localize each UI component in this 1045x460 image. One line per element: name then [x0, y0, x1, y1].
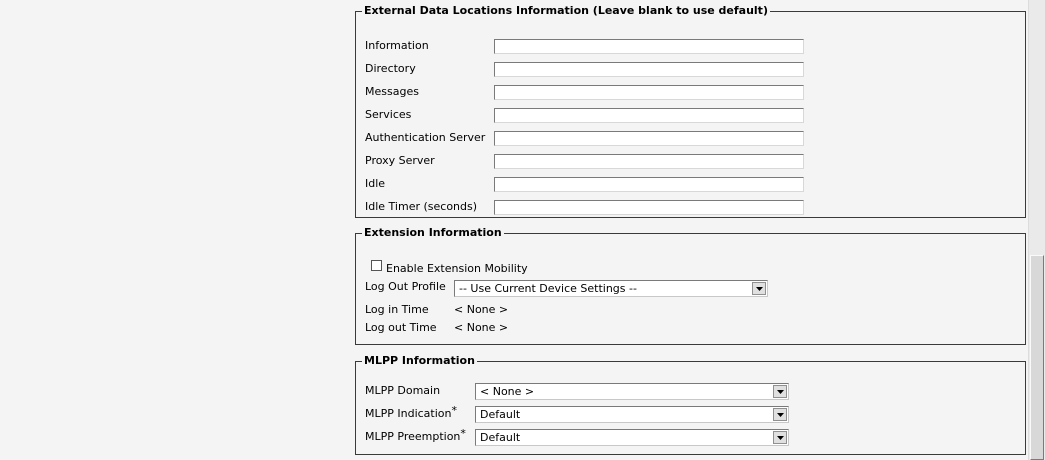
- vertical-scrollbar[interactable]: [1028, 0, 1045, 460]
- information-label: Information: [365, 39, 429, 52]
- directory-input[interactable]: [494, 62, 804, 77]
- chevron-down-icon: [773, 408, 787, 421]
- chevron-down-icon: [752, 282, 766, 295]
- logout-profile-select[interactable]: [454, 280, 768, 297]
- mlpp-indication-select[interactable]: [475, 406, 789, 423]
- messages-label: Messages: [365, 85, 419, 98]
- mlpp-information-section: [355, 355, 1026, 455]
- mlpp-preemption-label-text: MLPP Preemption: [365, 430, 461, 443]
- mlpp-domain-label: MLPP Domain: [365, 384, 441, 397]
- mlpp-preemption-value: Default: [480, 431, 521, 444]
- logout-profile-value: -- Use Current Device Settings --: [459, 282, 637, 295]
- external-data-legend: External Data Locations Information (Leave blank to use default): [364, 4, 768, 17]
- logout-time-label: Log out Time: [365, 321, 437, 334]
- mlpp-domain-value: < None >: [480, 385, 535, 398]
- idle-input[interactable]: [494, 177, 804, 192]
- directory-label: Directory: [365, 62, 416, 75]
- mlpp-indication-value: Default: [480, 408, 521, 421]
- mlpp-indication-label-text: MLPP Indication: [365, 407, 452, 420]
- enable-extension-mobility-label: Enable Extension Mobility: [386, 262, 528, 275]
- enable-extension-mobility-checkbox[interactable]: [371, 260, 382, 271]
- required-marker: *: [460, 427, 466, 440]
- extension-legend: Extension Information: [364, 226, 502, 239]
- proxy-server-label: Proxy Server: [365, 154, 435, 167]
- idle-timer-input[interactable]: [494, 200, 804, 215]
- login-time-value: < None >: [454, 303, 509, 316]
- mlpp-domain-select[interactable]: [475, 383, 789, 400]
- required-marker: *: [451, 404, 457, 417]
- scrollbar-thumb[interactable]: [1030, 255, 1044, 460]
- logout-time-value: < None >: [454, 321, 509, 334]
- idle-label: Idle: [365, 177, 386, 190]
- authentication-server-input[interactable]: [494, 131, 804, 146]
- mlpp-legend: MLPP Information: [364, 354, 475, 367]
- chevron-down-icon: [773, 385, 787, 398]
- chevron-down-icon: [773, 431, 787, 444]
- extension-information-section: [355, 227, 1026, 345]
- proxy-server-input[interactable]: [494, 154, 804, 169]
- mlpp-preemption-select[interactable]: [475, 429, 789, 446]
- information-input[interactable]: [494, 39, 804, 54]
- logout-profile-label: Log Out Profile: [365, 280, 446, 293]
- login-time-label: Log in Time: [365, 303, 429, 316]
- external-data-locations-section: [355, 5, 1026, 218]
- messages-input[interactable]: [494, 85, 804, 100]
- mlpp-indication-label: [365, 404, 457, 420]
- authentication-server-label: Authentication Server: [365, 131, 486, 144]
- services-input[interactable]: [494, 108, 804, 123]
- services-label: Services: [365, 108, 412, 121]
- mlpp-preemption-label: [365, 427, 466, 443]
- idle-timer-label: Idle Timer (seconds): [365, 200, 478, 213]
